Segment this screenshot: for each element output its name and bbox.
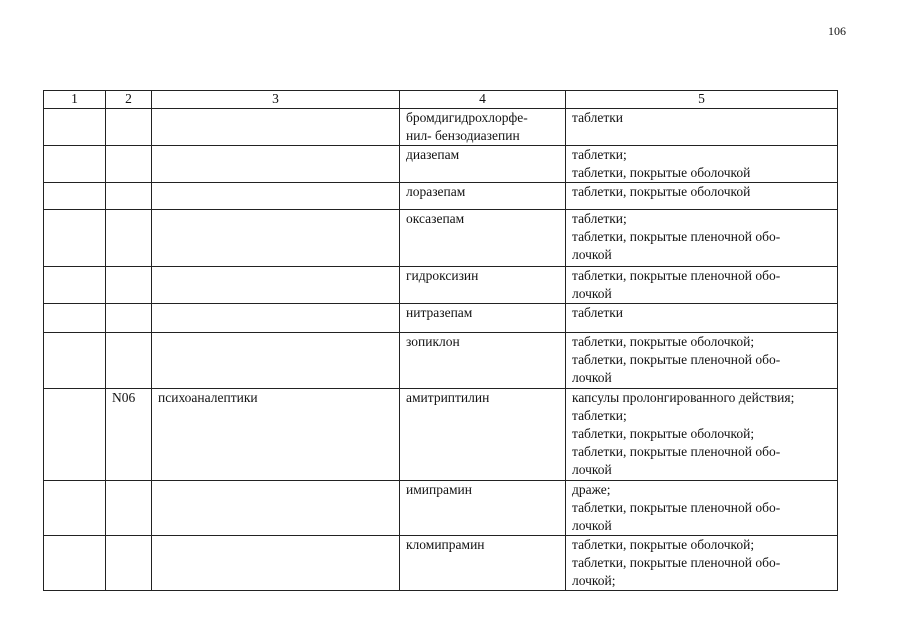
cell-drug-name: бромдигидрохлорфе- нил- бензодиазепин: [400, 109, 566, 146]
cell-group-name: [152, 481, 400, 536]
cell-atc-code: [106, 109, 152, 146]
cell-group-name: [152, 333, 400, 389]
table-row: [44, 304, 838, 333]
cell-col-1: [44, 304, 106, 333]
cell-drug-name: лоразепам: [400, 183, 566, 210]
cell-drug-name: нитразепам: [400, 304, 566, 333]
cell-dosage-form: таблетки, покрытые оболочкой; таблетки, покрытые пленочной обо- лочкой: [566, 333, 838, 389]
page-number: 106: [828, 24, 846, 38]
cell-col-1: [44, 389, 106, 481]
table-row: [44, 109, 838, 146]
drug-table: [43, 90, 838, 591]
cell-dosage-form: капсулы пролонгированного действия; таблетки; таблетки, покрытые оболочкой; таблетки, покрытые пленочной обо- лочкой: [566, 389, 838, 481]
cell-col-1: [44, 333, 106, 389]
cell-drug-name: оксазепам: [400, 210, 566, 267]
cell-drug-name: кломипрамин: [400, 536, 566, 591]
table-row: [44, 481, 838, 536]
header-row: [44, 91, 838, 109]
cell-group-name: [152, 267, 400, 304]
cell-atc-code: [106, 267, 152, 304]
header-col-1: 1: [44, 91, 106, 109]
cell-dosage-form: таблетки, покрытые оболочкой; таблетки, покрытые пленочной обо- лочкой;: [566, 536, 838, 591]
table-row: [44, 146, 838, 183]
cell-dosage-form: таблетки, покрытые пленочной обо- лочкой: [566, 267, 838, 304]
cell-group-name: [152, 183, 400, 210]
cell-dosage-form: таблетки; таблетки, покрытые пленочной обо- лочкой: [566, 210, 838, 267]
cell-col-1: [44, 536, 106, 591]
cell-group-name: [152, 210, 400, 267]
cell-atc-code: N06: [106, 389, 152, 481]
cell-col-1: [44, 210, 106, 267]
table-row: [44, 183, 838, 210]
cell-group-name: психоаналептики: [152, 389, 400, 481]
cell-col-1: [44, 183, 106, 210]
cell-drug-name: амитриптилин: [400, 389, 566, 481]
cell-dosage-form: таблетки; таблетки, покрытые оболочкой: [566, 146, 838, 183]
header-col-2: 2: [106, 91, 152, 109]
cell-drug-name: имипрамин: [400, 481, 566, 536]
cell-col-1: [44, 146, 106, 183]
cell-atc-code: [106, 183, 152, 210]
cell-dosage-form: таблетки, покрытые оболочкой: [566, 183, 838, 210]
cell-atc-code: [106, 210, 152, 267]
cell-atc-code: [106, 146, 152, 183]
cell-group-name: [152, 146, 400, 183]
cell-col-1: [44, 109, 106, 146]
table-row: [44, 536, 838, 591]
cell-dosage-form: драже; таблетки, покрытые пленочной обо- лочкой: [566, 481, 838, 536]
cell-group-name: [152, 109, 400, 146]
cell-atc-code: [106, 536, 152, 591]
header-col-3: 3: [152, 91, 400, 109]
cell-group-name: [152, 536, 400, 591]
cell-drug-name: зопиклон: [400, 333, 566, 389]
header-col-4: 4: [400, 91, 566, 109]
cell-atc-code: [106, 304, 152, 333]
cell-drug-name: гидроксизин: [400, 267, 566, 304]
table-row: [44, 210, 838, 267]
table-row: [44, 333, 838, 389]
cell-dosage-form: таблетки: [566, 304, 838, 333]
table-row: [44, 267, 838, 304]
header-col-5: 5: [566, 91, 838, 109]
cell-group-name: [152, 304, 400, 333]
cell-col-1: [44, 481, 106, 536]
table-row: [44, 389, 838, 481]
cell-col-1: [44, 267, 106, 304]
cell-drug-name: диазепам: [400, 146, 566, 183]
cell-atc-code: [106, 481, 152, 536]
cell-atc-code: [106, 333, 152, 389]
cell-dosage-form: таблетки: [566, 109, 838, 146]
